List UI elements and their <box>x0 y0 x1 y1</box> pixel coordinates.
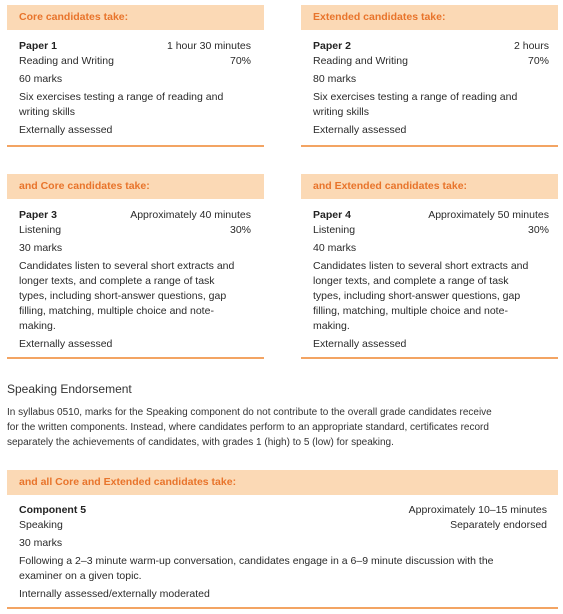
paper-desc-line: filling, matching, multiple choice and note- <box>19 305 214 317</box>
paper-desc-line: Six exercises testing a range of reading and <box>313 91 518 103</box>
paper-desc-line: writing skills <box>19 106 76 118</box>
paper-marks: 80 marks <box>313 73 357 85</box>
paper-name: Paper 3 <box>19 209 57 221</box>
paragraph-line: separately the achievements of candidates, with grades 1 (high) to 5 (low) for speaking. <box>7 437 394 448</box>
core-listening-box <box>7 174 264 352</box>
paper-marks: 30 marks <box>19 537 63 549</box>
paper-assessment: Externally assessed <box>19 124 113 136</box>
paper-desc-line: making. <box>19 320 56 332</box>
paper-desc-line: Six exercises testing a range of reading and <box>19 91 224 103</box>
paragraph-line: In syllabus 0510, marks for the Speaking component do not contribute to the overall grade candidates receive <box>7 407 492 418</box>
divider <box>7 357 264 359</box>
paper-weight: 70% <box>527 55 549 67</box>
paper-weight: 30% <box>229 224 251 236</box>
paper-assessment: Externally assessed <box>313 338 407 350</box>
paper-duration: 2 hours <box>513 40 549 52</box>
paper-desc-line: longer texts, and complete a range of task <box>313 275 509 287</box>
paper-weight: 70% <box>229 55 251 67</box>
paper-name: Paper 2 <box>313 40 351 52</box>
extended-listening-box-header: and Extended candidates take: <box>301 174 558 199</box>
paper-marks: 40 marks <box>313 242 357 254</box>
paper-duration: 1 hour 30 minutes <box>166 40 251 52</box>
paper-desc-line: types, including short-answer questions, gap <box>19 290 227 302</box>
paper-title: Reading and Writing <box>19 55 114 67</box>
component5-box <box>7 470 558 602</box>
paper-desc-line: types, including short-answer questions, gap <box>313 290 521 302</box>
extended-listening-box <box>301 174 558 352</box>
paper-assessment: Internally assessed/externally moderated <box>19 588 210 600</box>
paper-title: Reading and Writing <box>313 55 408 67</box>
paper-duration: Approximately 10–15 minutes <box>408 504 547 516</box>
paper-title: Listening <box>19 224 62 236</box>
divider <box>7 145 264 147</box>
core-box <box>7 5 264 138</box>
paper-desc-line: Candidates listen to several short extracts and <box>313 260 529 272</box>
paper-desc-line: making. <box>313 320 350 332</box>
paper-name: Paper 1 <box>19 40 57 52</box>
divider <box>301 357 558 359</box>
paper-desc-line: writing skills <box>313 106 370 118</box>
paper-assessment: Externally assessed <box>19 338 113 350</box>
extended-box <box>301 5 558 138</box>
section-heading: Speaking Endorsement <box>7 382 132 396</box>
paper-desc-line: Following a 2–3 minute warm-up conversation, candidates engage in a 6–9 minute discussion with the <box>19 555 494 567</box>
paper-marks: 60 marks <box>19 73 63 85</box>
paper-desc-line: longer texts, and complete a range of task <box>19 275 215 287</box>
paper-desc-line: examiner on a given topic. <box>19 570 142 582</box>
paper-name: Component 5 <box>19 504 87 516</box>
paper-desc-line: filling, matching, multiple choice and note- <box>313 305 508 317</box>
paper-assessment: Externally assessed <box>313 124 407 136</box>
paper-desc-line: Candidates listen to several short extracts and <box>19 260 235 272</box>
section-paragraph <box>7 405 557 450</box>
paper-title: Speaking <box>19 519 63 531</box>
paper-weight: 30% <box>527 224 549 236</box>
paper-duration: Approximately 50 minutes <box>428 209 549 221</box>
paper-name: Paper 4 <box>313 209 351 221</box>
extended-box-header: Extended candidates take: <box>301 5 558 30</box>
paper-title: Listening <box>313 224 356 236</box>
paper-duration: Approximately 40 minutes <box>130 209 251 221</box>
divider <box>7 607 558 609</box>
core-box-header: Core candidates take: <box>7 5 264 30</box>
component5-box-header: and all Core and Extended candidates take: <box>7 470 558 495</box>
paragraph-line: for the written components. Instead, where candidates perform to an appropriate standard, certificates record <box>7 422 489 433</box>
core-listening-box-header: and Core candidates take: <box>7 174 264 199</box>
paper-marks: 30 marks <box>19 242 63 254</box>
paper-endorsement: Separately endorsed <box>450 519 547 531</box>
divider <box>301 145 558 147</box>
